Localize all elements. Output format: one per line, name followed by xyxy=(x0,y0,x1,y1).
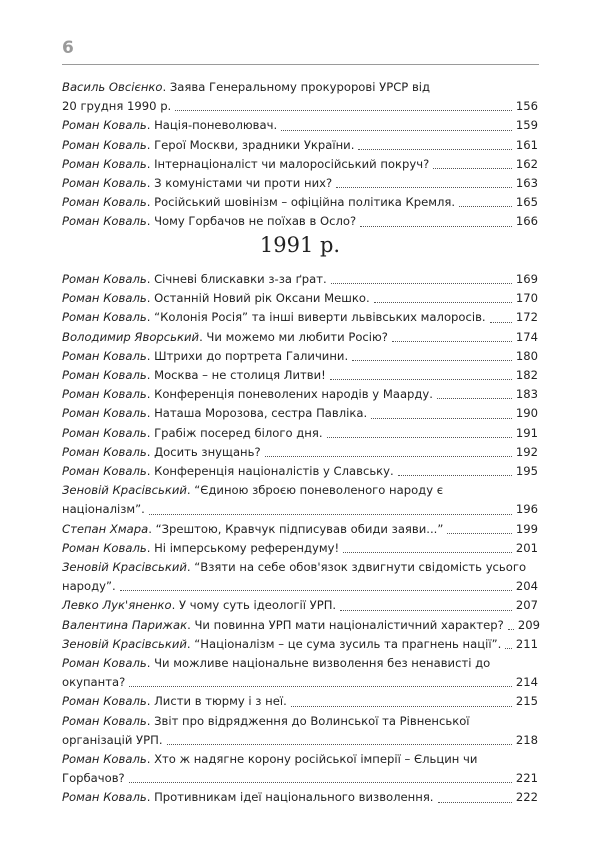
toc-entry[interactable] xyxy=(62,136,538,155)
toc-entry-page: 169 xyxy=(515,272,538,286)
toc-entry[interactable] xyxy=(62,174,538,193)
toc-entry-title: . Ні імперському референдуму! xyxy=(146,540,340,555)
toc-entry-author: Роман Коваль xyxy=(62,310,147,325)
toc-entry-page: 191 xyxy=(515,425,538,440)
toc-entry-author: Роман Коваль xyxy=(62,425,147,440)
toc-entry-title: націоналізм”. xyxy=(62,502,145,517)
toc-entry-continuation[interactable] xyxy=(62,577,538,596)
toc-entry[interactable] xyxy=(62,193,538,212)
toc-entry-title: . Москва – не столиця Литви! xyxy=(146,368,326,383)
toc-entry[interactable] xyxy=(62,616,538,635)
toc-entry-author: Валентина Парижак xyxy=(62,617,188,632)
toc-entry-title: народу”. xyxy=(62,579,116,594)
toc-entry-author: Роман Коваль xyxy=(62,195,147,210)
toc-entry-page: 156 xyxy=(515,99,538,114)
toc-entry-page: 183 xyxy=(515,387,538,402)
toc-entry-title: . Конференція поневолених народів у Маарду. xyxy=(146,387,433,402)
dot-leader xyxy=(447,533,512,534)
toc-entry-continuation[interactable] xyxy=(62,673,538,692)
toc-entry-author: Левко Лук'яненко xyxy=(62,598,172,613)
toc-entry-page: 211 xyxy=(515,636,538,651)
toc-entry[interactable] xyxy=(62,116,538,135)
dot-leader xyxy=(330,379,512,380)
toc-entry-title: . Січневі блискавки з-за ґрат. xyxy=(146,272,327,286)
toc-entry[interactable] xyxy=(62,596,538,615)
dot-leader xyxy=(149,514,512,515)
toc-entry-title: . Інтернаціоналіст чи малоросійський покруч? xyxy=(146,156,430,171)
toc-entry[interactable] xyxy=(62,788,538,807)
toc-list-1990 xyxy=(62,78,538,232)
toc-entry-title: . Останній Новий рік Оксани Мешко. xyxy=(146,291,370,306)
toc-entry[interactable] xyxy=(62,155,538,174)
toc-entry-author: Роман Коваль xyxy=(62,656,147,671)
toc-entry-author: Зеновій Красівський xyxy=(62,560,187,575)
toc-entry-title: . У чому суть ідеології УРП. xyxy=(171,598,337,613)
toc-entry-author: Роман Коваль xyxy=(62,368,147,383)
dot-leader xyxy=(167,744,512,745)
dot-leader xyxy=(437,398,512,399)
toc-entry-page: 163 xyxy=(515,176,538,191)
toc-entry-page: 221 xyxy=(515,771,538,786)
toc-entry-title: . Штрихи до портрета Галичини. xyxy=(146,348,349,363)
toc-entry-author: Василь Овсієнко xyxy=(62,80,163,94)
toc-entry-page: 190 xyxy=(515,406,538,421)
toc-entry-author: Роман Коваль xyxy=(62,694,147,709)
dot-leader xyxy=(331,283,512,284)
toc-entry-author: Роман Коваль xyxy=(62,176,147,191)
dot-leader xyxy=(336,187,512,188)
toc-entry-page: 214 xyxy=(515,675,538,690)
toc-entry-author: Роман Коваль xyxy=(62,540,147,555)
dot-leader xyxy=(360,226,512,227)
toc-entry-page: 180 xyxy=(515,348,538,363)
dot-leader xyxy=(291,706,512,707)
toc-entry-title: . Нація-поневолювач. xyxy=(146,118,278,133)
toc-entry-continuation[interactable] xyxy=(62,769,538,788)
toc-entry-title: 20 грудня 1990 р. xyxy=(62,99,172,114)
toc-entry[interactable] xyxy=(62,539,538,558)
toc-entry-page: 192 xyxy=(515,444,538,459)
toc-entry-title: . Герої Москви, зрадники України. xyxy=(146,137,355,152)
toc-entry-title: . Хто ж надягне корону російської імперії – Єльцин чи xyxy=(146,752,478,767)
toc-entry[interactable] xyxy=(62,270,538,289)
toc-entry-author: Зеновій Красівський xyxy=(62,636,187,651)
toc-entry-title: . “Націоналізм – це сума зусиль та прагнень нації”. xyxy=(186,636,502,651)
dot-leader xyxy=(327,437,512,438)
dot-leader xyxy=(505,648,512,649)
toc-entry-page: 218 xyxy=(515,732,538,747)
toc-entry-author: Роман Коваль xyxy=(62,387,147,402)
toc-entry-title: . Російський шовінізм – офіційна політика Кремля. xyxy=(146,195,456,210)
toc-entry[interactable] xyxy=(62,750,538,769)
toc-entry-title: . З комуністами чи проти них? xyxy=(146,176,333,191)
toc-entry[interactable] xyxy=(62,520,538,539)
toc-entry-author: Володимир Яворський xyxy=(62,329,200,344)
toc-entry-continuation[interactable] xyxy=(62,731,538,750)
toc-entry-page: 170 xyxy=(515,291,538,306)
toc-entry-title: . “Взяти на себе обов'язок здвигнути свідомість усього xyxy=(186,560,527,575)
toc-entry-page: 195 xyxy=(515,464,538,479)
toc-entry-title: . Заява Генеральному прокуророві УРСР від xyxy=(162,80,431,94)
toc-entry[interactable] xyxy=(62,462,538,481)
toc-entry-title: . Досить знущань? xyxy=(146,444,261,459)
toc-entry[interactable] xyxy=(62,308,538,327)
toc-entry-author: Роман Коваль xyxy=(62,406,147,421)
toc-entry-author: Роман Коваль xyxy=(62,348,147,363)
toc-entry[interactable] xyxy=(62,712,538,731)
toc-entry-author: Роман Коваль xyxy=(62,752,147,767)
toc-entry[interactable] xyxy=(62,692,538,711)
toc-entry-author: Роман Коваль xyxy=(62,272,147,286)
dot-leader xyxy=(120,590,512,591)
toc-entry-author: Роман Коваль xyxy=(62,156,147,171)
toc-entry-author: Роман Коваль xyxy=(62,444,147,459)
toc-entry[interactable] xyxy=(62,366,538,385)
dot-leader xyxy=(371,418,512,419)
dot-leader xyxy=(129,686,512,687)
toc-entry-page: 204 xyxy=(515,579,538,594)
dot-leader xyxy=(433,168,512,169)
toc-entry-page: 222 xyxy=(515,790,538,805)
toc-entry[interactable] xyxy=(62,443,538,462)
section-heading-1991: 1991 р. xyxy=(259,233,341,257)
toc-entry-author: Роман Коваль xyxy=(62,713,147,728)
toc-entry[interactable] xyxy=(62,654,538,673)
toc-entry-page: 165 xyxy=(515,195,538,210)
dot-leader xyxy=(129,782,512,783)
dot-leader xyxy=(490,322,512,323)
toc-entry-author: Зеновій Красівський xyxy=(62,483,187,498)
toc-entry-page: 174 xyxy=(515,329,538,344)
toc-entry-page: 209 xyxy=(517,617,540,632)
toc-entry[interactable] xyxy=(62,328,538,347)
toc-entry-author: Роман Коваль xyxy=(62,464,147,479)
page-number: 6 xyxy=(62,38,74,58)
toc-entry-page: 162 xyxy=(515,156,538,171)
toc-entry-title: . Конференція націоналістів у Славську. xyxy=(146,464,394,479)
dot-leader xyxy=(352,360,512,361)
toc-entry[interactable] xyxy=(62,289,538,308)
toc-entry-title: . Противникам ідеї національного визволення. xyxy=(146,790,434,805)
toc-entry[interactable] xyxy=(62,558,538,577)
toc-entry-title: . Звіт про відрядження до Волинської та Рівненської xyxy=(146,713,470,728)
toc-entry-page: 161 xyxy=(515,137,538,152)
dot-leader xyxy=(392,341,512,342)
dot-leader xyxy=(459,206,512,207)
dot-leader xyxy=(340,610,512,611)
dot-leader xyxy=(508,629,514,630)
toc-entry-page: 199 xyxy=(515,521,538,536)
toc-entry-page: 172 xyxy=(515,310,538,325)
toc-entry[interactable] xyxy=(62,78,538,97)
toc-entry-author: Роман Коваль xyxy=(62,118,147,133)
toc-entry-title: . Чому Горбачов не поїхав в Осло? xyxy=(146,214,357,229)
toc-entry-continuation[interactable] xyxy=(62,500,538,519)
dot-leader xyxy=(175,110,512,111)
toc-entry-author: Роман Коваль xyxy=(62,214,147,229)
toc-entry-title: . Листи в тюрму і з неї. xyxy=(146,694,287,709)
header-rule xyxy=(62,64,539,65)
toc-entry[interactable] xyxy=(62,212,538,231)
toc-entry-title: . Чи можливе національне визволення без ненависті до xyxy=(146,656,491,671)
dot-leader xyxy=(343,552,512,553)
toc-entry-title: . Чи повинна УРП мати націоналістичний характер? xyxy=(187,617,504,632)
dot-leader xyxy=(265,456,512,457)
dot-leader xyxy=(358,149,511,150)
toc-entry-page: 166 xyxy=(515,214,538,229)
toc-entry-author: Роман Коваль xyxy=(62,790,147,805)
toc-entry-author: Степан Хмара xyxy=(62,521,149,536)
toc-entry-title: окупанта? xyxy=(62,675,126,690)
dot-leader xyxy=(398,475,512,476)
toc-entry[interactable] xyxy=(62,424,538,443)
toc-entry-title: Горбачов? xyxy=(62,771,125,786)
dot-leader xyxy=(374,302,512,303)
toc-entry-title: . “Єдиною зброєю поневоленого народу є xyxy=(186,483,444,498)
toc-entry[interactable] xyxy=(62,635,538,654)
toc-entry-title: . “Колонія Росія” та інші виверти львівських малоросів. xyxy=(146,310,486,325)
toc-entry-title: . Наташа Морозова, сестра Павліка. xyxy=(146,406,368,421)
toc-list-1991 xyxy=(62,270,538,808)
toc-entry-page: 207 xyxy=(515,598,538,613)
toc-entry[interactable] xyxy=(62,481,538,500)
toc-entry-page: 182 xyxy=(515,368,538,383)
toc-entry-title: . “Зрештою, Кравчук підписував обиди заяви...” xyxy=(148,521,444,536)
toc-entry-page: 196 xyxy=(515,502,538,517)
toc-entry-author: Роман Коваль xyxy=(62,291,147,306)
toc-entry[interactable] xyxy=(62,347,538,366)
toc-entry-author: Роман Коваль xyxy=(62,137,147,152)
dot-leader xyxy=(438,802,512,803)
toc-entry-page: 159 xyxy=(515,118,538,133)
toc-entry-continuation[interactable] xyxy=(62,97,538,116)
toc-entry-page: 201 xyxy=(515,540,538,555)
toc-entry-page: 215 xyxy=(515,694,538,709)
toc-entry-title: . Грабіж посеред білого дня. xyxy=(146,425,323,440)
dot-leader xyxy=(281,130,512,131)
toc-entry[interactable] xyxy=(62,404,538,423)
toc-entry-title: організацій УРП. xyxy=(62,732,163,747)
toc-entry-title: . Чи можемо ми любити Росію? xyxy=(199,329,388,344)
toc-entry[interactable] xyxy=(62,385,538,404)
